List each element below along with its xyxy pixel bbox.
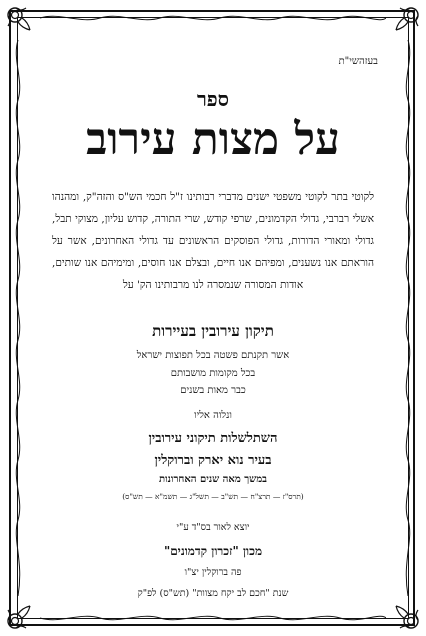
tikkun-line-3: כבר מאות בשנים [180,385,246,396]
tikkun-line-1: אשר תקנתם פשטה בכל תפוצות ישראל [136,350,290,361]
history-line-1: השתלשלות תיקוני עירובין [148,431,278,446]
floral-corner-ornament [4,602,34,632]
floral-corner-ornament [4,4,34,34]
bsd-header: בעזהשי"ת [338,56,378,67]
tikkun-heading: תיקון עירובין בעיירות [152,322,274,340]
floral-corner-ornament [392,4,422,34]
vine-border-top [40,10,386,26]
history-line-2: בעיר נוא יארק וברוקלין [154,453,272,468]
publication-year: שנת "חכם לב יקח מצוות" (תש"ס) לפ"ק [137,588,289,599]
publisher-line-1: יוצא לאור בס"ד ע"י [176,522,250,533]
intro-paragraph: לקוטי בתר לקוטי משפטי ישנים מדברי רבותינו ז"ל חכמי הש"ס והזה"ק, ומהנהו אשלי רברבי, גדולי הקדמונים, שרפי קודש, שרי התורה, קדוש עליון, מצוקי תבל, גדולי ומאורי הדורות, גדולי הפוסקים הראשונים עד גדולי האחרונים, אשר על הוראתם אנו נשענים, ומפיהם אנו חיים, ובצלם אנו חוסים, ומימיהם אנו שותים, אודות המסורה שנמסרה לנו מרבותינו הק' על [52,191,374,291]
book-title: על מצות עירוב [86,114,340,165]
publisher-location: פה ברוקלין יצ"ו [184,567,242,578]
years-list: (תרס"ז — תרצ"ח — תש"ב — תשל"ג — תשמ"א — תש"ס) [122,492,304,501]
floral-corner-ornament [392,602,422,632]
publisher-name: מכון "זכרון קדמונים" [163,544,263,558]
nilve-elav: ונלוה אליו [194,410,232,421]
history-line-3: במשך מאה שנים האחרונות [159,474,267,485]
sefer-label: ספר [196,87,230,111]
vine-border-bottom [40,610,386,626]
tikkun-line-2: בכל מקומות מושבותם [170,368,256,379]
